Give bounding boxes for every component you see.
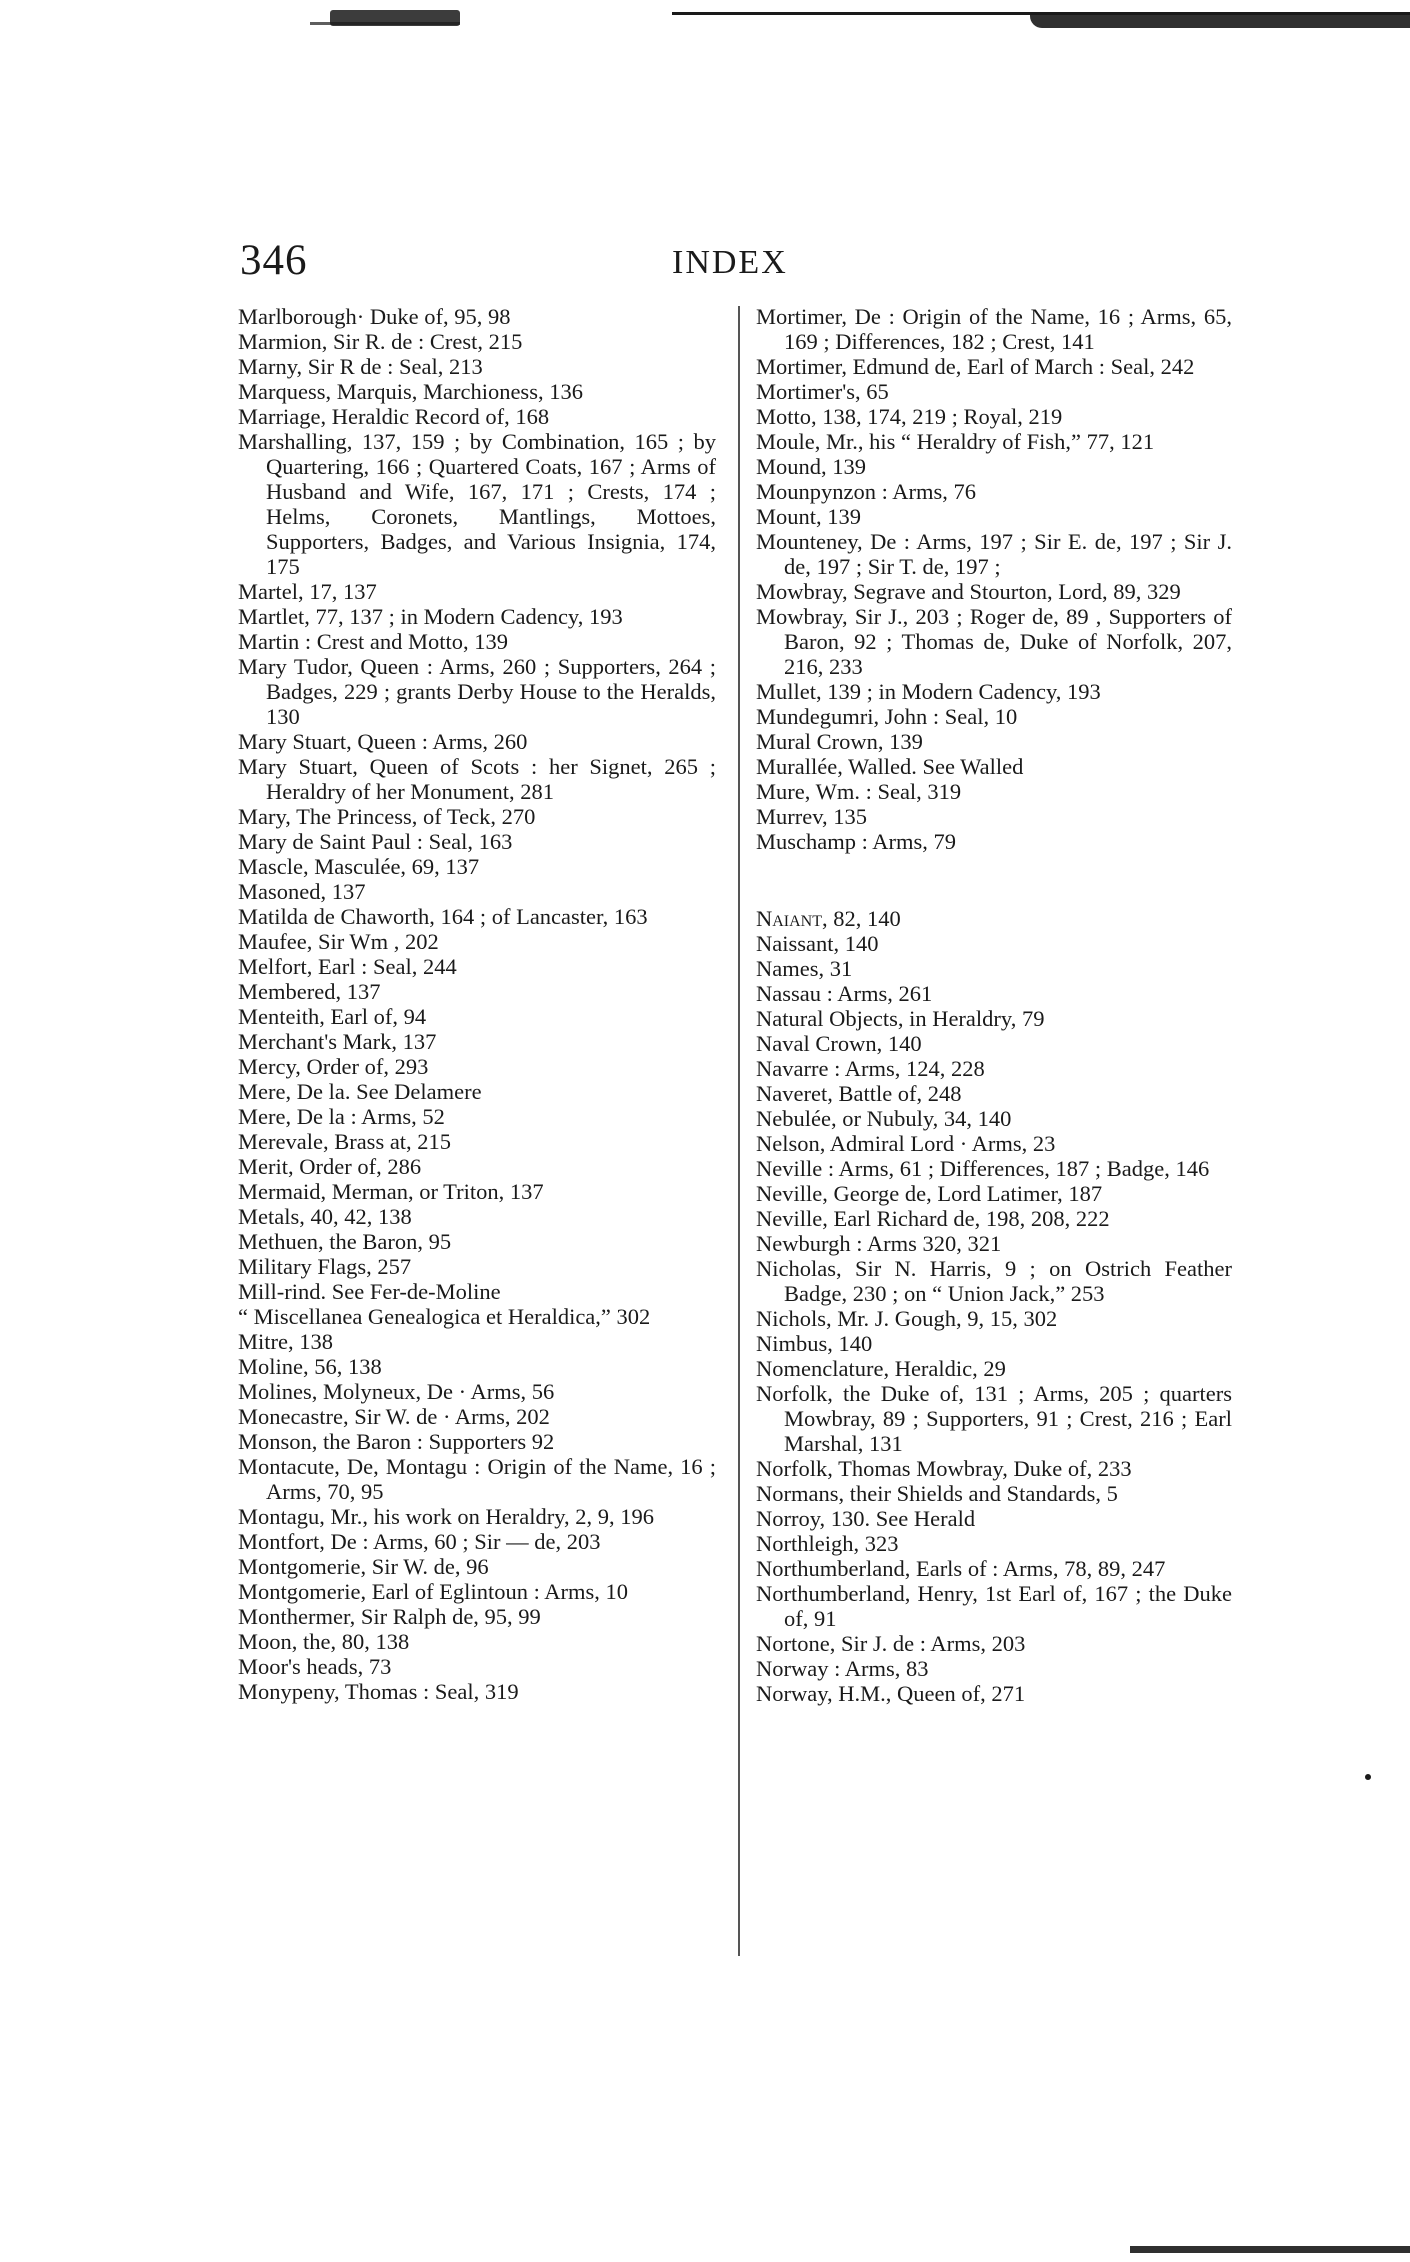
index-entry: Montagu, Mr., his work on Heraldry, 2, 9, 196 xyxy=(238,1504,654,1529)
index-entry: Masoned, 137 xyxy=(238,879,366,904)
index-entry: Monypeny, Thomas : Seal, 319 xyxy=(238,1679,519,1704)
index-entry: Nassau : Arms, 261 xyxy=(756,981,933,1006)
index-entry: Northleigh, 323 xyxy=(756,1531,899,1556)
index-entry: Murrev, 135 xyxy=(756,804,868,829)
index-entry: Norfolk, the Duke of, 131 ; Arms, 205 ; quarters Mowbray, 89 ; Supporters, 91 ; Crest, 216 ; Earl Marshal, 131 xyxy=(756,1381,1232,1456)
index-entry: Mount, 139 xyxy=(756,504,862,529)
index-entry: Natural Objects, in Heraldry, 79 xyxy=(756,1006,1045,1031)
section-gap xyxy=(756,854,1232,906)
index-entry: Mortimer, Edmund de, Earl of March : Seal, 242 xyxy=(756,354,1195,379)
scan-mark-bottom-right xyxy=(1130,2246,1410,2253)
index-entry: Naissant, 140 xyxy=(756,931,879,956)
index-entry: Moon, the, 80, 138 xyxy=(238,1629,410,1654)
index-entry: Montgomerie, Earl of Eglintoun : Arms, 10 xyxy=(238,1579,628,1604)
index-entry: Montgomerie, Sir W. de, 96 xyxy=(238,1554,489,1579)
column-divider xyxy=(738,306,740,1956)
index-entry: Mere, De la. See Delamere xyxy=(238,1079,482,1104)
page-title: INDEX xyxy=(672,244,788,281)
page-number: 346 xyxy=(240,237,308,284)
index-entry: Names, 31 xyxy=(756,956,853,981)
scan-mark-top-right xyxy=(1030,14,1410,28)
index-entry: Mowbray, Sir J., 203 ; Roger de, 89 , Supporters of Baron, 92 ; Thomas de, Duke of Norfolk, 207, 216, 233 xyxy=(756,604,1232,679)
index-entry: Nomenclature, Heraldic, 29 xyxy=(756,1356,1006,1381)
index-entry: Martlet, 77, 137 ; in Modern Cadency, 193 xyxy=(238,604,623,629)
index-entry-rest: , 82, 140 xyxy=(822,906,901,931)
index-entry: Melfort, Earl : Seal, 244 xyxy=(238,954,457,979)
index-entry: Neville, Earl Richard de, 198, 208, 222 xyxy=(756,1206,1110,1231)
index-entry: Marny, Sir R de : Seal, 213 xyxy=(238,354,483,379)
index-entry: Mounpynzon : Arms, 76 xyxy=(756,479,977,504)
index-entry: Mermaid, Merman, or Triton, 137 xyxy=(238,1179,544,1204)
index-entry: Mercy, Order of, 293 xyxy=(238,1054,429,1079)
page-header xyxy=(0,236,1410,296)
index-entry: Moline, 56, 138 xyxy=(238,1354,382,1379)
index-entry: Membered, 137 xyxy=(238,979,381,1004)
index-entry: Nebulée, or Nubuly, 34, 140 xyxy=(756,1106,1012,1131)
index-entry: Matilda de Chaworth, 164 ; of Lancaster, 163 xyxy=(238,904,648,929)
index-entry-headword: Naiant xyxy=(756,906,823,931)
index-entry: Norway : Arms, 83 xyxy=(756,1656,929,1681)
index-entry: Mure, Wm. : Seal, 319 xyxy=(756,779,962,804)
index-entry: Motto, 138, 174, 219 ; Royal, 219 xyxy=(756,404,1063,429)
index-entry: Merchant's Mark, 137 xyxy=(238,1029,437,1054)
index-entry: Nimbus, 140 xyxy=(756,1331,873,1356)
index-entry: Neville : Arms, 61 ; Differences, 187 ; Badge, 146 xyxy=(756,1156,1210,1181)
index-entry: Newburgh : Arms 320, 321 xyxy=(756,1231,1002,1256)
scan-mark-dot xyxy=(1365,1774,1371,1780)
index-entry: Molines, Molyneux, De · Arms, 56 xyxy=(238,1379,555,1404)
index-entry: Norway, H.M., Queen of, 271 xyxy=(756,1681,1026,1706)
index-entry: Norroy, 130. See Herald xyxy=(756,1506,976,1531)
index-entry: Mural Crown, 139 xyxy=(756,729,923,754)
index-entry: Menteith, Earl of, 94 xyxy=(238,1004,427,1029)
index-entry: “ Miscellanea Genealogica et Heraldica,” 302 xyxy=(238,1304,651,1329)
index-entry: Northumberland, Earls of : Arms, 78, 89, 247 xyxy=(756,1556,1166,1581)
index-entry: Mary Stuart, Queen of Scots : her Signet, 265 ; Heraldry of her Monument, 281 xyxy=(238,754,716,804)
index-entry: Martin : Crest and Motto, 139 xyxy=(238,629,508,654)
index-entry: Moule, Mr., his “ Heraldry of Fish,” 77, 121 xyxy=(756,429,1155,454)
index-entry: Mary, The Princess, of Teck, 270 xyxy=(238,804,536,829)
index-column-left xyxy=(238,304,716,1704)
index-entry: Marmion, Sir R. de : Crest, 215 xyxy=(238,329,523,354)
index-entry: Mascle, Masculée, 69, 137 xyxy=(238,854,480,879)
index-entry: Monthermer, Sir Ralph de, 95, 99 xyxy=(238,1604,541,1629)
index-entry: Montacute, De, Montagu : Origin of the Name, 16 ; Arms, 70, 95 xyxy=(238,1454,716,1504)
index-entry: Mary de Saint Paul : Seal, 163 xyxy=(238,829,513,854)
index-entry: Neville, George de, Lord Latimer, 187 xyxy=(756,1181,1103,1206)
index-entry: Mowbray, Segrave and Stourton, Lord, 89, 329 xyxy=(756,579,1181,604)
index-entry: Mounteney, De : Arms, 197 ; Sir E. de, 197 ; Sir J. de, 197 ; Sir T. de, 197 ; xyxy=(756,529,1232,579)
index-entry: Mill-rind. See Fer-de-Moline xyxy=(238,1279,501,1304)
index-entry: Mitre, 138 xyxy=(238,1329,333,1354)
index-entry: Naveret, Battle of, 248 xyxy=(756,1081,962,1106)
index-entry: Merit, Order of, 286 xyxy=(238,1154,422,1179)
index-entry: Marquess, Marquis, Marchioness, 136 xyxy=(238,379,583,404)
index-entry: Martel, 17, 137 xyxy=(238,579,377,604)
index-entry: Mundegumri, John : Seal, 10 xyxy=(756,704,1018,729)
index-entry: Monson, the Baron : Supporters 92 xyxy=(238,1429,555,1454)
index-entry: Mary Tudor, Queen : Arms, 260 ; Supporters, 264 ; Badges, 229 ; grants Derby House to the Heralds, 130 xyxy=(238,654,716,729)
index-entry: Marlborough· Duke of, 95, 98 xyxy=(238,304,511,329)
index-entry xyxy=(756,906,1232,931)
index-section-n xyxy=(756,931,1232,1706)
index-entry: Nichols, Mr. J. Gough, 9, 15, 302 xyxy=(756,1306,1058,1331)
index-entry: Mound, 139 xyxy=(756,454,867,479)
index-entry: Montfort, De : Arms, 60 ; Sir — de, 203 xyxy=(238,1529,601,1554)
index-entry: Nortone, Sir J. de : Arms, 203 xyxy=(756,1631,1026,1656)
index-entry: Nelson, Admiral Lord · Arms, 23 xyxy=(756,1131,1056,1156)
index-entry: Norfolk, Thomas Mowbray, Duke of, 233 xyxy=(756,1456,1132,1481)
index-entry: Muschamp : Arms, 79 xyxy=(756,829,956,854)
index-column-right xyxy=(756,304,1232,1706)
index-entry: Marriage, Heraldic Record of, 168 xyxy=(238,404,550,429)
index-entry: Metals, 40, 42, 138 xyxy=(238,1204,412,1229)
scan-mark-top-left-line xyxy=(310,22,460,25)
index-entry: Naval Crown, 140 xyxy=(756,1031,922,1056)
index-entry: Northumberland, Henry, 1st Earl of, 167 ; the Duke of, 91 xyxy=(756,1581,1232,1631)
index-entry: Mullet, 139 ; in Modern Cadency, 193 xyxy=(756,679,1101,704)
index-entry: Mary Stuart, Queen : Arms, 260 xyxy=(238,729,528,754)
index-entry: Methuen, the Baron, 95 xyxy=(238,1229,452,1254)
index-entry: Moor's heads, 73 xyxy=(238,1654,392,1679)
index-entry: Mortimer's, 65 xyxy=(756,379,889,404)
index-entry: Mortimer, De : Origin of the Name, 16 ; Arms, 65, 169 ; Differences, 182 ; Crest, 141 xyxy=(756,304,1232,354)
index-entry: Maufee, Sir Wm , 202 xyxy=(238,929,439,954)
index-entry: Military Flags, 257 xyxy=(238,1254,412,1279)
index-entry: Nicholas, Sir N. Harris, 9 ; on Ostrich Feather Badge, 230 ; on “ Union Jack,” 253 xyxy=(756,1256,1232,1306)
index-section-m xyxy=(756,304,1232,854)
index-entry: Mere, De la : Arms, 52 xyxy=(238,1104,445,1129)
index-entry: Marshalling, 137, 159 ; by Combination, 165 ; by Quartering, 166 ; Quartered Coats, 167 ; Arms of Husband and Wife, 167, 171 ; Crests, 174 ; Helms, Coronets, Mantlings, Mottoes, Supporters, Badges, and Various Insignia, 174, 175 xyxy=(238,429,716,579)
index-entry: Normans, their Shields and Standards, 5 xyxy=(756,1481,1118,1506)
index-entry: Navarre : Arms, 124, 228 xyxy=(756,1056,985,1081)
index-entry: Merevale, Brass at, 215 xyxy=(238,1129,452,1154)
index-entry: Murallée, Walled. See Walled xyxy=(756,754,1024,779)
index-entry: Monecastre, Sir W. de · Arms, 202 xyxy=(238,1404,550,1429)
